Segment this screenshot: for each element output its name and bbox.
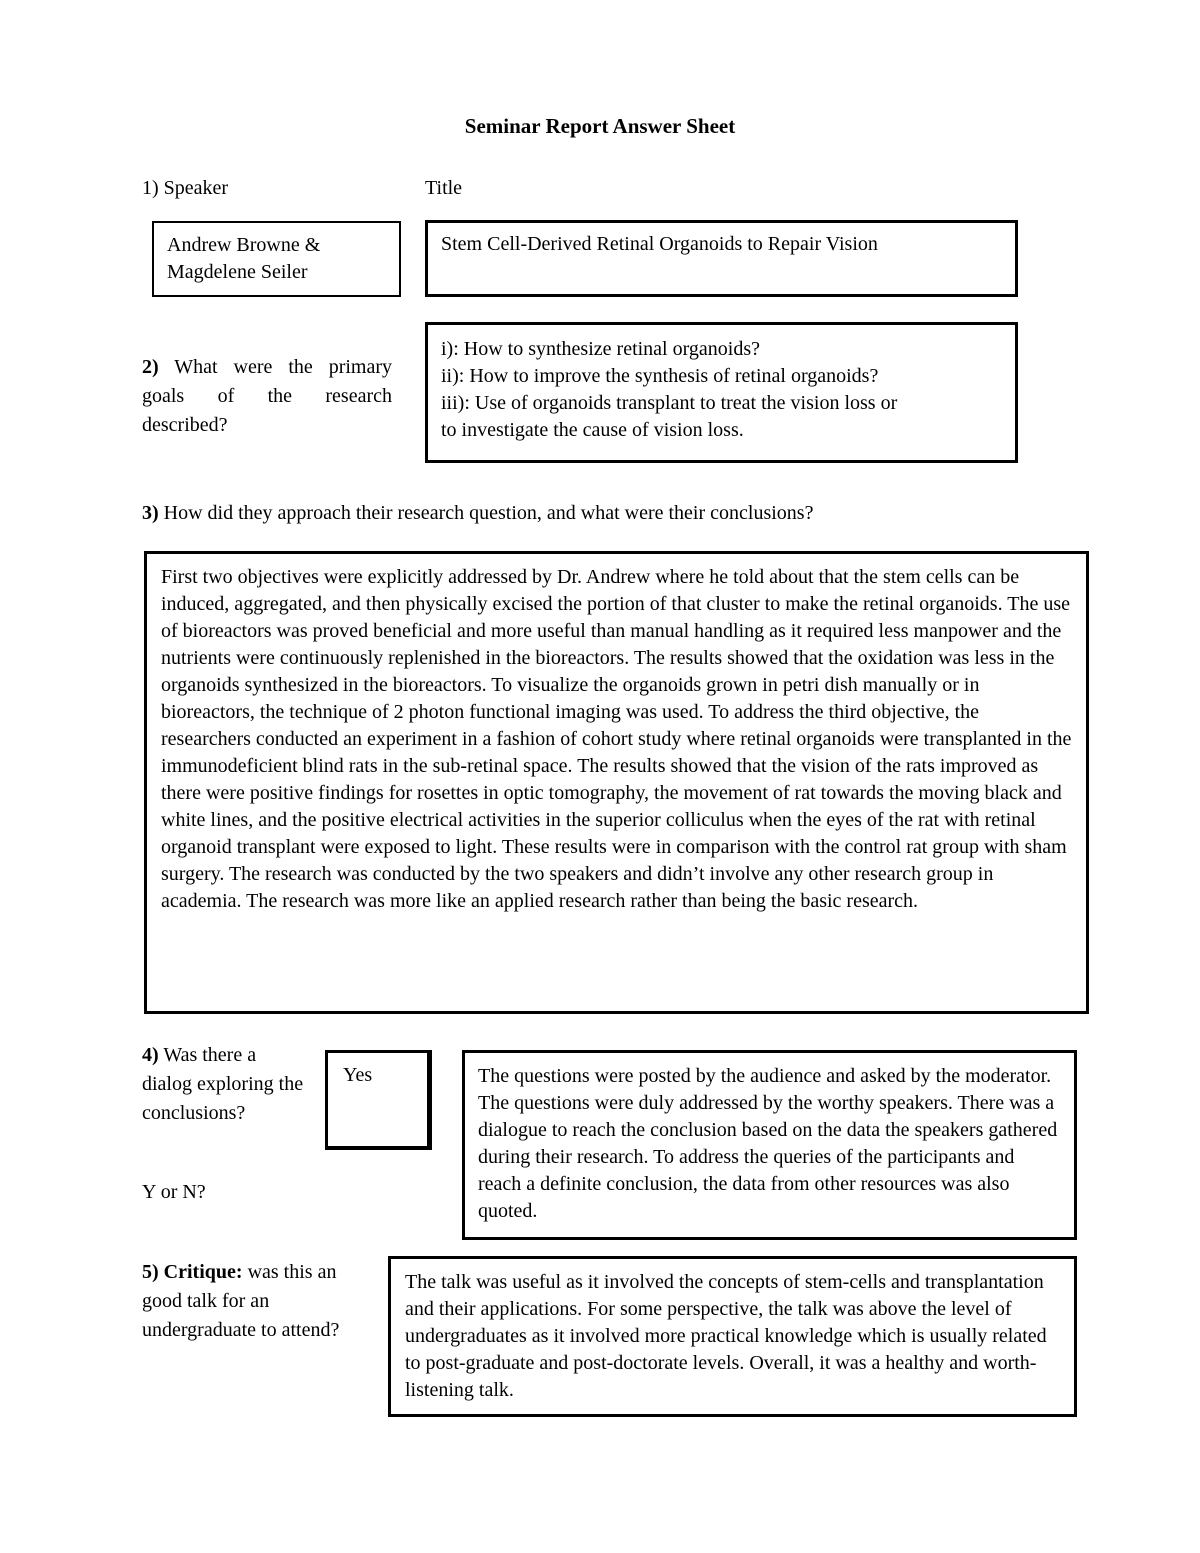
approach-box bbox=[144, 551, 1089, 1014]
q3-number: 3) bbox=[142, 502, 159, 524]
q4-question-text: Was there a dialog exploring the conclusions? bbox=[142, 1044, 304, 1124]
critique-box bbox=[388, 1256, 1077, 1417]
goals-answer bbox=[441, 336, 1006, 444]
dialog-box bbox=[462, 1050, 1077, 1240]
goal-line-1: i): How to synthesize retinal organoids? bbox=[441, 338, 761, 360]
q5-critique-label: Critique: bbox=[163, 1261, 243, 1283]
q3-question bbox=[142, 499, 1042, 528]
goal-line-2: ii): How to improve the synthesis of retinal organoids? bbox=[441, 365, 879, 387]
q5-question-text: was this an good talk for an undergraduate to attend? bbox=[142, 1261, 340, 1341]
page-title: Seminar Report Answer Sheet bbox=[464, 114, 736, 138]
q3-question-text: How did they approach their research question, and what were their conclusions? bbox=[163, 502, 814, 524]
goal-line-4: to investigate the cause of vision loss. bbox=[441, 419, 744, 441]
yn-label: Y or N? bbox=[142, 1181, 206, 1203]
speaker-box bbox=[152, 221, 401, 297]
yn-box bbox=[325, 1050, 432, 1150]
approach-answer: First two objectives were explicitly addressed by Dr. Andrew where he told about that the stem cells can be induced, aggregated, and then physically excised the portion of that cluster to make the retinal organoids. The use of bioreactors was proved beneficial and more useful than manual handling as it required less manpower and the nutrients were continuously replenished in the bioreactors. The results showed that the oxidation was less in the organoids synthesized in the bioreactors. To visualize the organoids grown in petri dish manually or in bioreactors, the technique of 2 photon functional imaging was used. To address the third objective, the researchers conducted an experiment in a fashion of cohort study where retinal organoids were transplanted in the immunodeficient blind rats in the sub-retinal space. The results showed that the vision of the rats improved as there were positive findings for rosettes in optic tomography, the movement of rat towards the moving black and white lines, and the positive electrical activities in the superior colliculus when the eyes of the rat with retinal organoid transplant were exposed to light. These results were in comparison with the control rat group with sham surgery. The research was conducted by the two speakers and didn’t involve any other research group in academia. The research was more like an applied research rather than being the basic research. bbox=[161, 566, 1072, 912]
title-value: Stem Cell-Derived Retinal Organoids to Repair Vision bbox=[441, 233, 878, 255]
q4-question bbox=[142, 1041, 307, 1128]
q2-question-text: What were the primary goals of the research described? bbox=[142, 356, 393, 436]
speaker-label: 1) Speaker bbox=[142, 177, 229, 199]
goal-line-3: iii): Use of organoids transplant to treat the vision loss or bbox=[441, 392, 898, 414]
q4-number: 4) bbox=[142, 1044, 159, 1066]
goals-box bbox=[425, 322, 1018, 463]
q2-question bbox=[142, 353, 392, 440]
speaker-value: Andrew Browne & Magdelene Seiler bbox=[167, 234, 321, 283]
q5-question bbox=[142, 1258, 374, 1345]
dialog-answer: The questions were posted by the audience and asked by the moderator. The questions were duly addressed by the worthy speakers. There was a dialogue to reach the conclusion based on the data the speakers gathered during their research. To address the queries of the participants and reach a definite conclusion, the data from other resources was also quoted. bbox=[478, 1065, 1058, 1222]
title-label: Title bbox=[425, 177, 463, 199]
q2-number: 2) bbox=[142, 356, 159, 378]
yn-value: Yes bbox=[343, 1064, 373, 1086]
q5-number: 5) bbox=[142, 1261, 159, 1283]
critique-answer: The talk was useful as it involved the concepts of stem-cells and transplantation and their applications. For some perspective, the talk was above the level of undergraduates as it involved more practical knowledge which is usually related to post-graduate and post-doctorate levels. Overall, it was a healthy and worth-listening talk. bbox=[405, 1271, 1047, 1401]
title-box bbox=[425, 220, 1018, 297]
